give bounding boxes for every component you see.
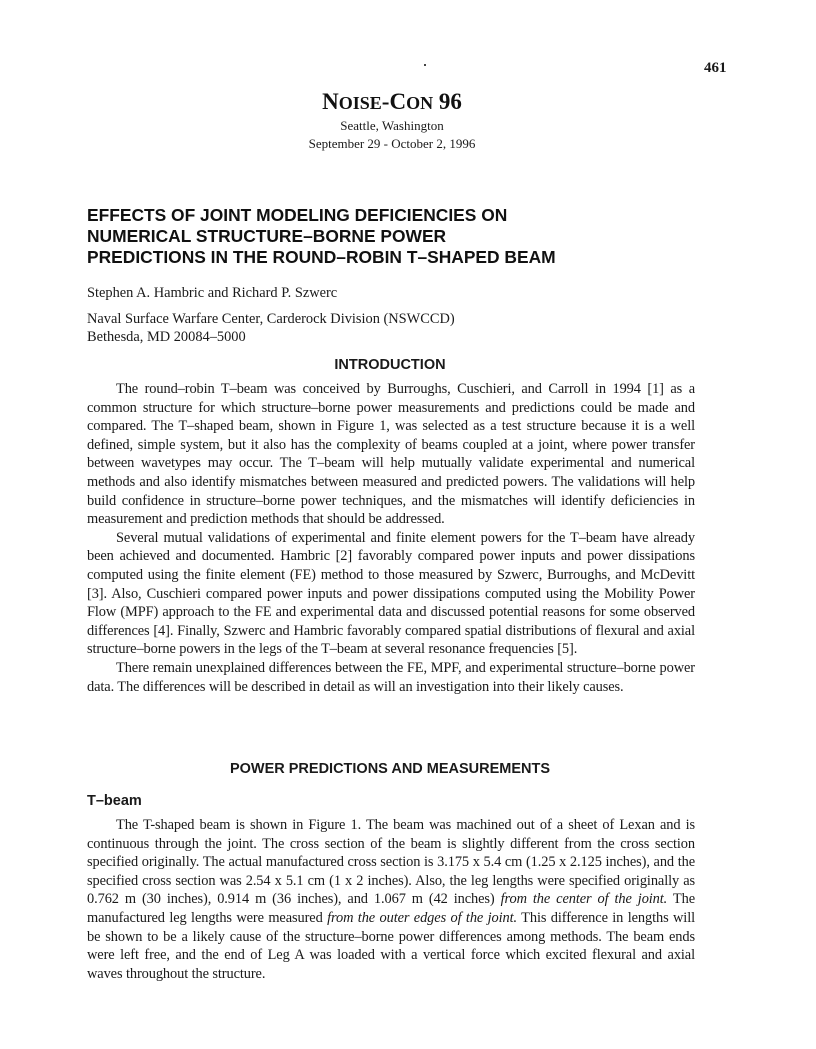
affiliation-line-2: Bethesda, MD 20084–5000 xyxy=(87,329,246,345)
introduction-body xyxy=(87,380,695,696)
paper-title xyxy=(87,205,727,268)
paragraph: The T-shaped beam is shown in Figure 1. The beam was machined out of a sheet of Lexan and is continuous through the joint. The cross section of the beam is slightly different from the cross section specified originally. The actual manufactured cross section is 3.175 x 5.4 cm (1.25 x 2.125 inches), and the specified cross section was 2.54 x 5.1 cm (1 x 2 inches). Also, the leg lengths were specified originally as 0.762 m (30 inches), 0.914 m (36 inches), and 1.067 m (42 inches) from the center of the joint. The manufactured leg lengths were measured from the outer edges of the joint. This difference in lengths will be shown to be a likely cause of the structure–borne power differences among methods. The beam ends were left free, and the end of Leg A was loaded with a vertical force which excited flexural and axial waves throughout the structure. xyxy=(87,817,696,982)
paragraph: The round–robin T–beam was conceived by Burroughs, Cuschieri, and Carroll in 1994 [1] as a common structure for which structure–borne power measurements and predictions could be made and compared. The T–shaped beam, shown in Figure 1, was selected as a test structure because it is a well defined, simple system, but it also has the complexity of beams coupled at a joint, where power transfer between wavetypes may occur. The T–beam will help mutually validate experimental and numerical methods and also identify mismatches between measured and predicted powers. The validations will help build confidence in structure–borne power techniques, and the mismatches will identify deficiencies in measurement and prediction methods that should be addressed. xyxy=(87,381,695,528)
title-line: PREDICTIONS IN THE ROUND–ROBIN T–SHAPED BEAM xyxy=(87,247,556,267)
title-line: EFFECTS OF JOINT MODELING DEFICIENCIES ON xyxy=(87,205,508,225)
authors: Stephen A. Hambric and Richard P. Szwerc xyxy=(87,285,338,301)
power-section-heading: POWER PREDICTIONS AND MEASUREMENTS xyxy=(229,761,551,777)
affiliation-line-1: Naval Surface Warfare Center, Carderock Division (NSWCCD) xyxy=(87,311,455,327)
paragraph: Several mutual validations of experimental and finite element powers for the T–beam have already been achieved and documented. Hambric [2] favorably compared power inputs and power dissipations computed using the finite element (FE) method to those measured by Szwerc, Burroughs, and McDevitt [3]. Also, Cuschieri compared power inputs and power dissipations computed using the Mobility Power Flow (MPF) approach to the FE and experimental data and discussed potential reasons for some observed differences [4]. Finally, Szwerc and Hambric favorably compared spatial distributions of flexural and axial structure–borne powers in the legs of the T–beam at several resonance frequencies [5]. xyxy=(87,529,695,658)
tbeam-body xyxy=(87,816,695,983)
scan-speck xyxy=(424,64,426,66)
paragraph: There remain unexplained differences between the FE, MPF, and experimental structure–borne power data. The differences will be described in detail as will an investigation into their likely causes. xyxy=(87,659,695,695)
conference-location: Seattle, Washington xyxy=(340,118,444,133)
title-line: NUMERICAL STRUCTURE–BORNE POWER xyxy=(87,226,447,246)
conference-dates: September 29 - October 2, 1996 xyxy=(308,136,476,151)
tbeam-subheading: T–beam xyxy=(87,793,142,809)
introduction-heading: INTRODUCTION xyxy=(334,357,446,373)
conference-name: NOISE-CON 96 xyxy=(322,89,462,114)
page-number: 461 xyxy=(704,60,727,76)
